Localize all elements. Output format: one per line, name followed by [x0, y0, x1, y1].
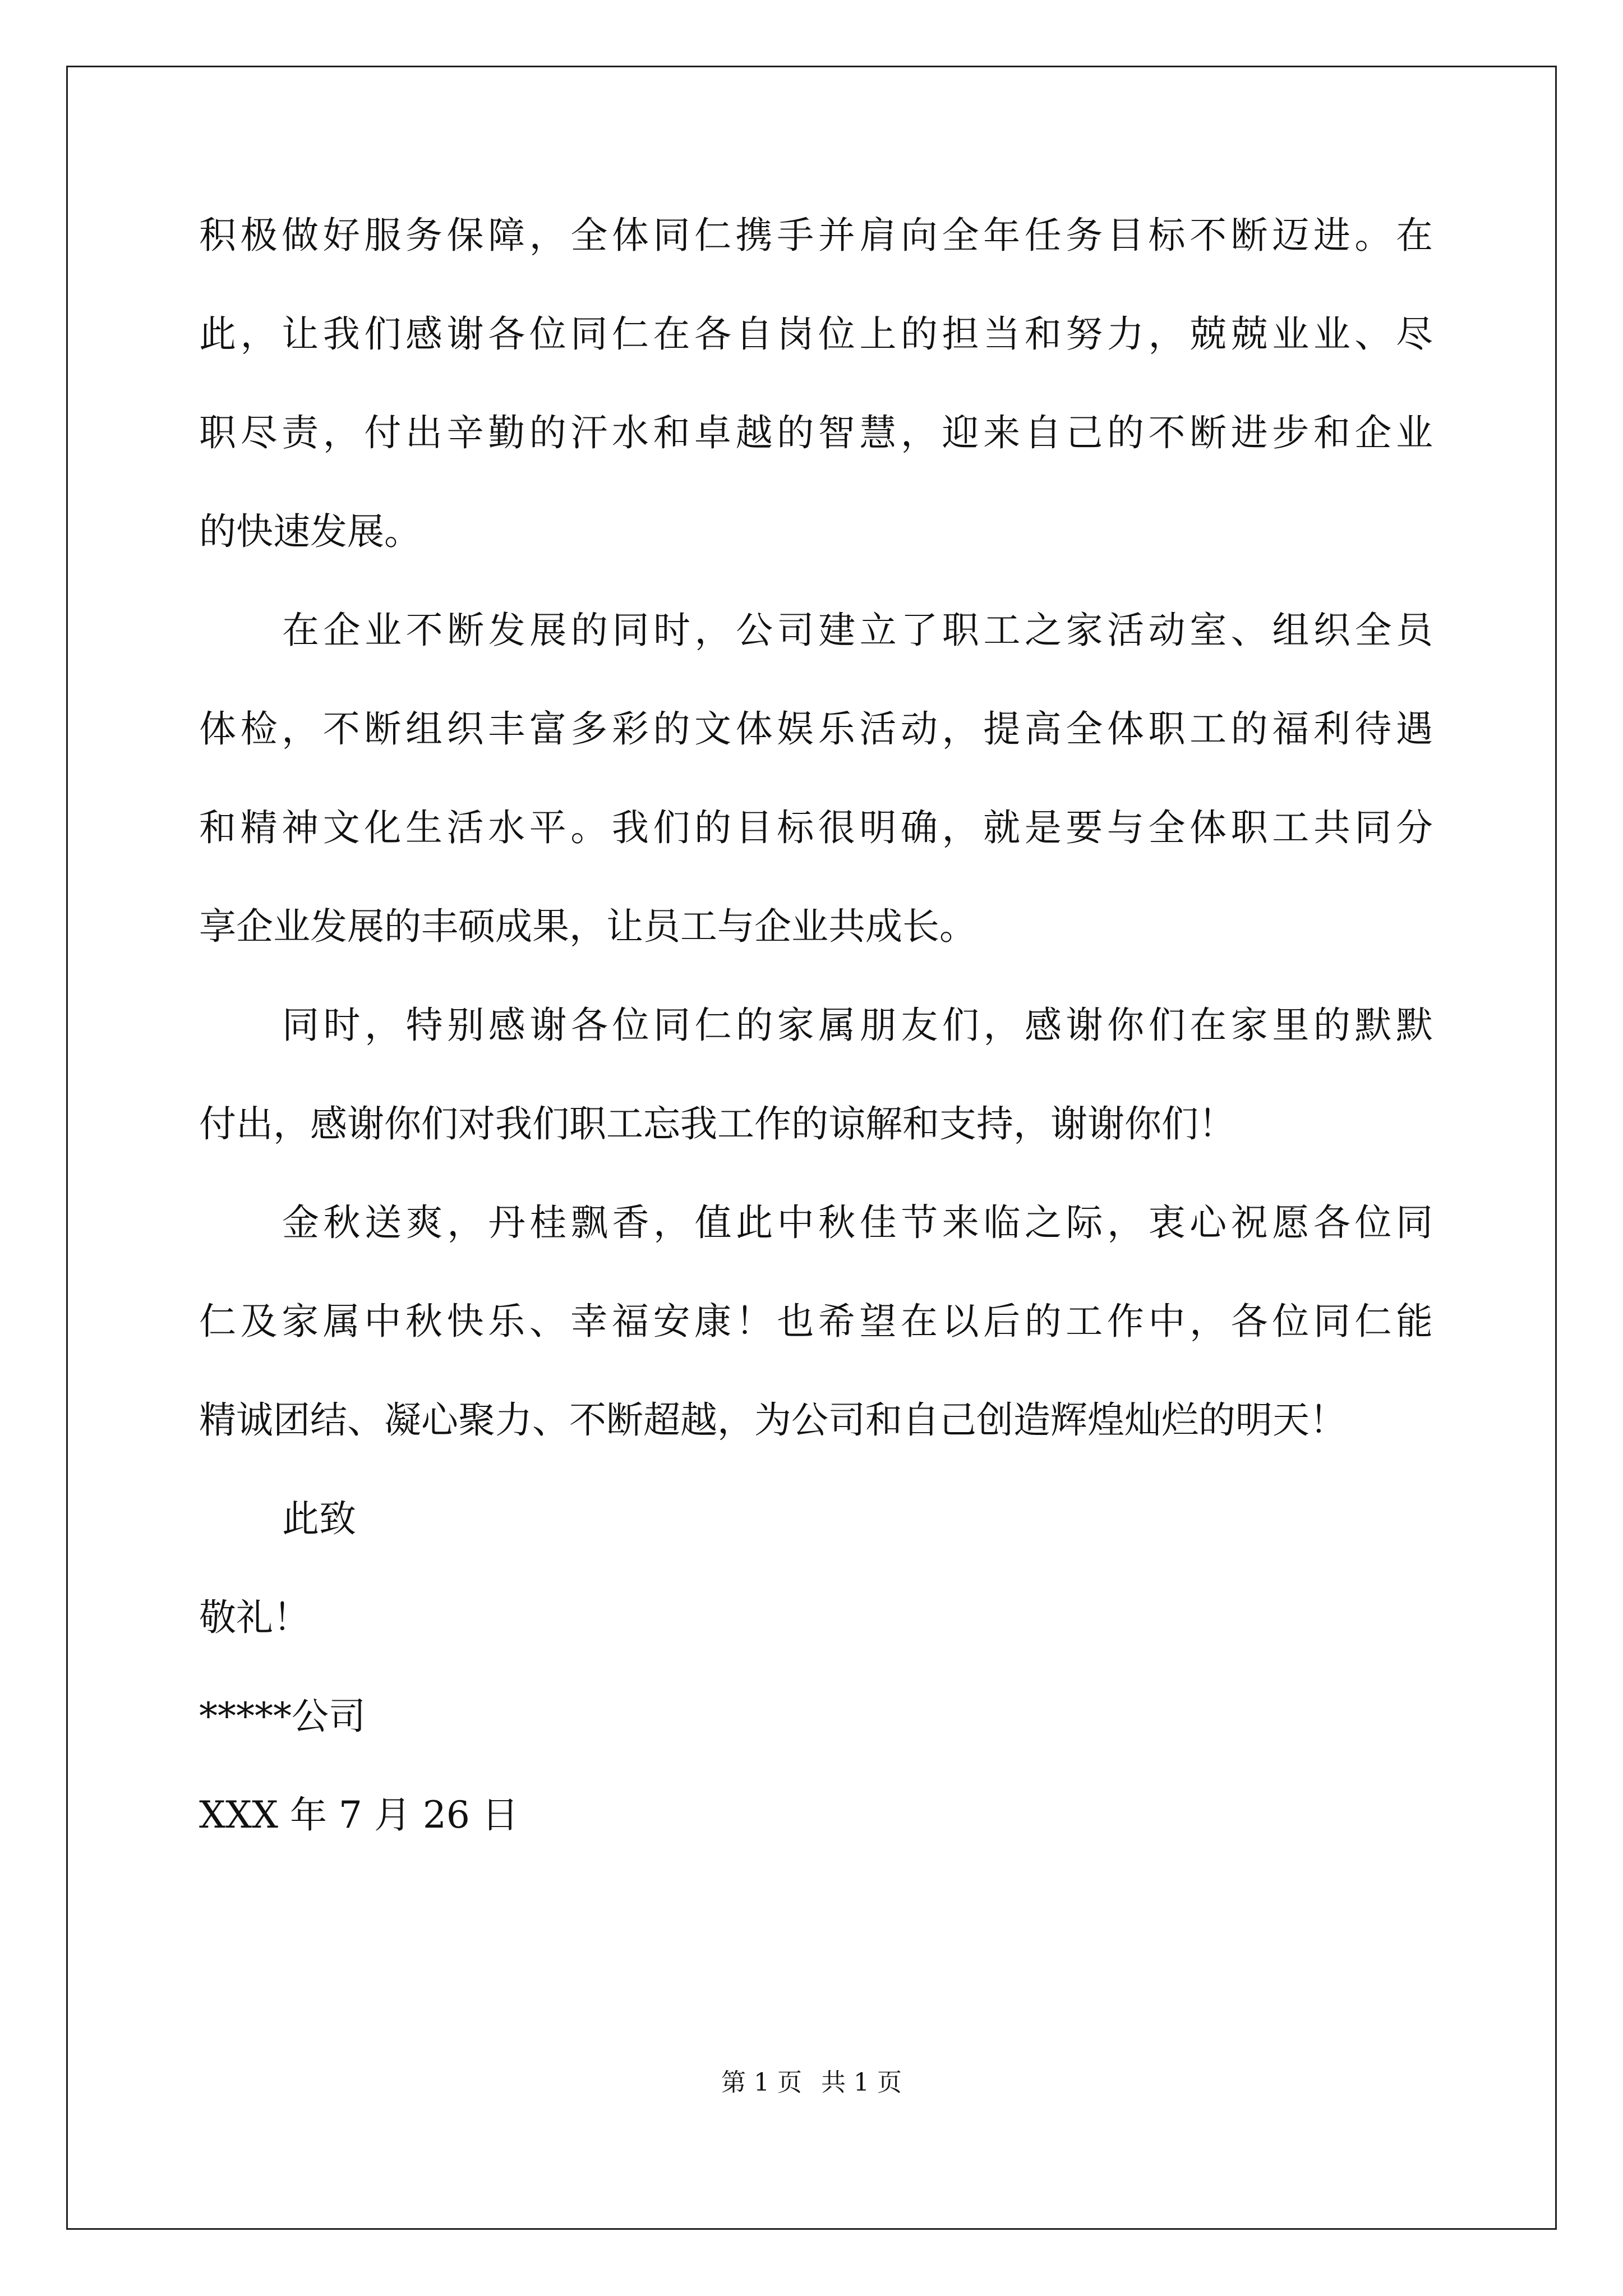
paragraph-1 [199, 213, 1433, 608]
text-line: 的快速发展。 [199, 510, 421, 553]
text-line: 和精神文化生活水平。我们的目标很明确，就是要与全体职工共同分 [199, 806, 1433, 849]
text-line: 享企业发展的丰硕成果，让员工与企业共成长。 [199, 905, 976, 948]
text-line: 在企业不断发展的同时，公司建立了职工之家活动室、组织全员 [282, 609, 1433, 652]
letter-body [199, 213, 1433, 1892]
paragraph-4 [199, 1200, 1433, 1497]
page-footer [0, 2062, 1623, 2098]
text-line: 职尽责，付出辛勤的汗水和卓越的智慧，迎来自己的不断进步和企业 [199, 411, 1433, 454]
company-signature: *****公司 [199, 1695, 366, 1738]
page-number: 第 1 页 [721, 2068, 802, 2097]
text-line: 精诚团结、凝心聚力、不断超越，为公司和自己创造辉煌灿烂的明天！ [199, 1398, 1347, 1442]
text-line: 此，让我们感谢各位同仁在各自岗位上的担当和努力，兢兢业业、尽 [199, 312, 1433, 356]
paragraph-3 [199, 1003, 1433, 1200]
salutation: 此致 [282, 1497, 356, 1540]
text-line: 付出，感谢你们对我们职工忘我工作的谅解和支持，谢谢你们！ [199, 1102, 1235, 1145]
paragraph-2 [199, 608, 1433, 1003]
text-line: 同时，特别感谢各位同仁的家属朋友们，感谢你们在家里的默默 [282, 1004, 1433, 1047]
text-line: 积极做好服务保障，全体同仁携手并肩向全年任务目标不断迈进。在 [199, 214, 1433, 257]
text-line: 金秋送爽，丹桂飘香，值此中秋佳节来临之际，衷心祝愿各位同 [282, 1201, 1433, 1244]
text-line: 仁及家属中秋快乐、幸福安康！也希望在以后的工作中，各位同仁能 [199, 1300, 1433, 1343]
regards: 敬礼！ [199, 1596, 310, 1639]
letter-date: XXX 年 7 月 26 日 [199, 1793, 519, 1837]
total-pages: 共 1 页 [821, 2068, 902, 2097]
text-line: 体检，不断组织丰富多彩的文体娱乐活动，提高全体职工的福利待遇 [199, 707, 1433, 751]
